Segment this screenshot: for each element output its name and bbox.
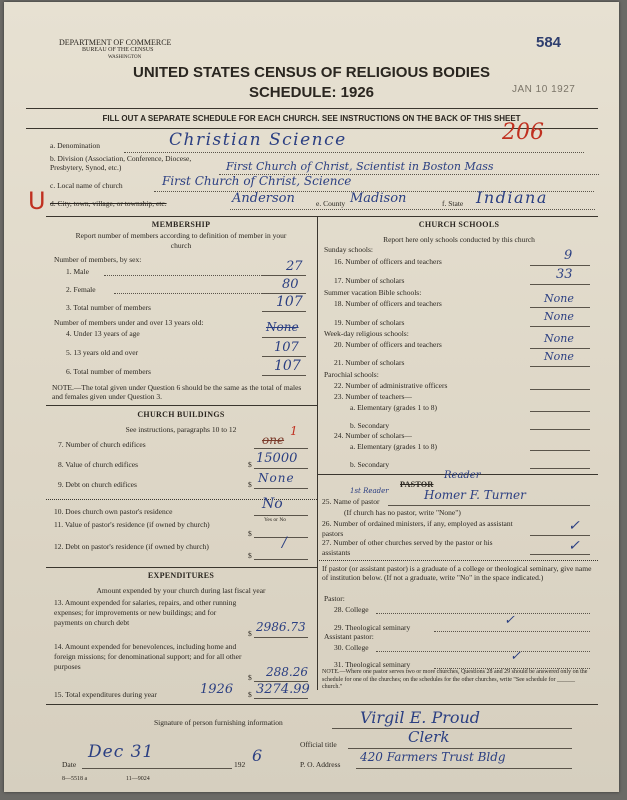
answer-line [530,429,590,430]
row-label: 31. Theological seminary [334,660,411,669]
total-members-count: 107 [276,294,303,310]
male-count: 27 [286,259,303,274]
row-label: a. Elementary (grades 1 to 8) [350,403,438,412]
underline [124,152,584,153]
answer-line [530,450,590,451]
state-label: f. State [442,199,464,208]
row-label: 14. Amount expended for benevolences, including home and foreign missions; for denominational support; and for all other purposes [54,642,242,671]
leader-dots [104,275,264,276]
divider [46,405,317,406]
year-prefix: 192 [234,760,246,769]
leader-dots [114,293,264,294]
answer-line [530,366,590,367]
address-line [356,768,572,769]
row-label: 17. Number of scholars [334,276,405,285]
weekday-subhead: Week-day religious schools: [324,329,409,338]
weekday-scholars: None [544,350,574,363]
po-address-value: 420 Farmers Trust Bldg [360,750,506,764]
check-mark: / [282,535,287,551]
answer-line [388,505,590,506]
county-value: Madison [350,191,407,206]
print-number: 11—9024 [126,776,150,782]
answer-line [530,535,590,536]
row-label: 13. Amount expended for salaries, repairs, and other running expenses; for improvements or new buildings; and for payments on church debt [54,598,237,627]
state-value: Indiana [476,188,548,207]
po-address-label: P. O. Address [300,760,341,769]
age-subhead: Number of members under and over 13 years old: [54,318,204,327]
pastor-title: PASTOR [400,480,434,489]
answer-line [376,613,590,614]
year-digit: 6 [252,746,263,765]
row-label: b. Secondary [350,421,390,430]
dollar-sign: $ [248,480,252,489]
dollar-sign: $ [248,673,252,682]
county-label: e. County [316,199,346,208]
row-label: 9. Debt on church edifices [58,480,137,489]
dollar-sign: $ [248,629,252,638]
pastor-note: NOTE.—Where one pastor serves two or more churches, Questions 28 and 29 should be answered only on the schedule for one of the churches; on the schedules for the other churches, write "See schedule for ______ church." [322,669,588,690]
row-label: 7. Number of church edifices [58,440,146,449]
schools-intro: Report here only schools conducted by this church [383,235,535,244]
schedule-number: 584 [536,34,562,51]
received-date-stamp: JAN 10 1927 [512,84,576,95]
edifices-value: 15000 [256,451,298,466]
answer-line [530,411,590,412]
summer-scholars: None [544,310,574,323]
signature-label: Signature of person furnishing information [154,718,283,727]
answer-line [530,468,590,469]
check-mark: ✓ [510,649,521,664]
answer-line [376,651,590,652]
graduate-note: If pastor (or assistant pastor) is a graduate of a college or theological seminary, give name of institution below. (If not a graduate, write "No" in the space indicated.) [322,564,592,582]
membership-title: MEMBERSHIP [151,220,211,229]
official-title-value: Clerk [408,728,450,746]
row-label: a. Elementary (grades 1 to 8) [350,442,438,451]
answer-line [262,275,306,276]
form-subtitle: SCHEDULE: 1926 [248,84,375,101]
answer-line [254,637,308,638]
division-label: b. Division (Association, Conference, Diocese, Presbytery, Synod, etc.) [50,154,192,172]
row-label: 28. College [334,605,369,614]
divider [46,567,317,568]
edifices-debt: None [258,471,295,485]
row-label: 6. Total number of members [66,367,151,376]
pastor-none-hint: (If church has no pastor, write "None") [344,508,461,517]
instruction-line: FILL OUT A SEPARATE SCHEDULE FOR EACH CHURCH. SEE INSTRUCTIONS ON THE BACK OF THIS SHEET [102,114,521,123]
sunday-scholars: 33 [556,267,573,282]
dollar-sign: $ [248,460,252,469]
answer-line [254,698,308,699]
row-label: 25. Name of pastor [322,497,380,506]
form-number: 8—5518 a [62,776,88,782]
row-label: 16. Number of officers and teachers [334,257,442,266]
under-13-count: None [266,320,299,334]
answer-line [530,554,590,555]
answer-line [530,348,590,349]
divider [46,216,598,217]
row-label: 20. Number of officers and teachers [334,340,442,349]
dollar-sign: $ [248,690,252,699]
answer-line [530,265,590,266]
denomination-label: a. Denomination [50,141,100,150]
answer-line [262,337,306,338]
answer-line [530,326,590,327]
divider [317,560,598,561]
pastor-title-correction: Reader [444,470,481,481]
answer-line [530,307,590,308]
row-label: 18. Number of officers and teachers [334,299,442,308]
row-label: 10. Does church own pastor's residence [54,507,173,516]
row-label: 3. Total number of members [66,303,151,312]
edifices-count: one [262,433,285,447]
pastor-label-correction: 1st Reader [350,487,389,495]
summer-officers: None [544,292,574,305]
over-13-count: 107 [274,340,299,355]
row-label: 15. Total expenditures during year [54,690,157,699]
expenditures-sub: Amount expended by your church during last fiscal year [96,586,266,595]
handwritten-mark: 206 [502,120,544,145]
row-label: 2. Female [66,285,96,294]
owns-residence-answer: No [262,496,283,512]
total-expenditures: 3274.99 [256,682,310,697]
divider [46,704,598,705]
buildings-title: CHURCH BUILDINGS [137,410,225,419]
summer-subhead: Summer vacation Bible schools: [324,288,422,297]
edifices-count-correction: 1 [290,424,298,438]
benevolences-amount: 288.26 [266,665,308,679]
denomination-value: Christian Science [169,130,347,150]
signature-line [332,728,572,729]
row-label: 8. Value of church edifices [58,460,139,469]
answer-line [254,537,308,538]
running-expenses-amount: 2986.73 [256,620,306,634]
assistant-subhead: Assistant pastor: [324,632,374,641]
division-value: First Church of Christ, Scientist in Boston Mass [226,160,494,173]
date-value: Dec 31 [88,742,155,762]
row-label: 23. Number of teachers— [334,392,412,401]
form-title: UNITED STATES CENSUS OF RELIGIOUS BODIES [133,64,490,81]
department-label: DEPARTMENT OF COMMERCE [59,38,172,47]
row-label: 30. College [334,643,369,652]
city-label: WASHINGTON [108,55,142,60]
answer-line [254,559,308,560]
city-label: d. City, town, village, or township, etc. [50,199,167,208]
sunday-subhead: Sunday schools: [324,245,373,254]
row-label: 22. Number of administrative officers [334,381,448,390]
column-divider [317,216,318,690]
title-line [348,748,572,749]
check-mark: ✓ [568,518,580,534]
membership-note: NOTE.—The total given under Question 6 should be the same as the total of males and females given under Question 3. [52,383,302,401]
answer-line [262,375,306,376]
local-name-value: First Church of Christ, Science [162,174,352,188]
row-label: b. Secondary [350,460,390,469]
check-mark: ✓ [504,613,515,628]
answer-line [254,488,308,489]
row-label: 21. Number of scholars [334,358,405,367]
row-label: 24. Number of scholars— [334,431,412,440]
census-schedule-sheet [4,2,619,792]
parochial-subhead: Parochial schools: [324,370,379,379]
answer-line [434,631,590,632]
signature-value: Virgil E. Proud [360,708,481,727]
total-members-count-2: 107 [274,358,301,374]
dollar-sign: $ [248,529,252,538]
fiscal-year: 1926 [200,682,234,697]
membership-intro: Report number of members according to definition of member in your church [75,231,287,250]
answer-line [530,284,590,285]
date-line [82,768,232,769]
divider [26,108,598,109]
buildings-sub: See instructions, paragraphs 10 to 12 [125,425,237,434]
bureau-label: BUREAU OF THE CENSUS [82,47,154,53]
row-label: 5. 13 years old and over [66,348,139,357]
row-label: 1. Male [66,267,89,276]
row-label: 26. Number of ordained ministers, if any, employed as assistant pastors [322,519,513,538]
answer-line [262,356,306,357]
schools-title: CHURCH SCHOOLS [418,220,500,229]
row-label: 12. Debt on pastor's residence (if owned by church) [54,542,209,551]
underline [230,209,595,210]
check-mark: ✓ [568,538,580,554]
pastor-name: Homer F. Turner [424,488,526,502]
answer-line [254,515,308,516]
row-label: 4. Under 13 years of age [66,329,140,338]
row-label: 29. Theological seminary [334,623,411,632]
city-value: Anderson [232,191,295,206]
official-title-label: Official title [300,740,337,749]
handwritten-u-mark: U [28,187,46,215]
sunday-officers: 9 [564,248,573,263]
answer-line [254,468,308,469]
row-label: 19. Number of scholars [334,318,405,327]
sex-subhead: Number of members, by sex: [54,255,142,264]
yes-no-hint: Yes or No [264,517,287,523]
row-label: 11. Value of pastor's residence (if owned by church) [54,520,210,529]
weekday-officers: None [544,332,574,345]
answer-line [254,448,308,449]
answer-line [262,311,306,312]
dollar-sign: $ [248,551,252,560]
date-label: Date [62,760,77,769]
local-name-label: c. Local name of church [50,181,123,190]
expenditures-title: EXPENDITURES [147,571,215,580]
answer-line [530,389,590,390]
pastor-subhead: Pastor: [324,594,345,603]
row-label: 27. Number of other churches served by the pastor or his assistants [322,538,493,557]
female-count: 80 [282,277,299,292]
